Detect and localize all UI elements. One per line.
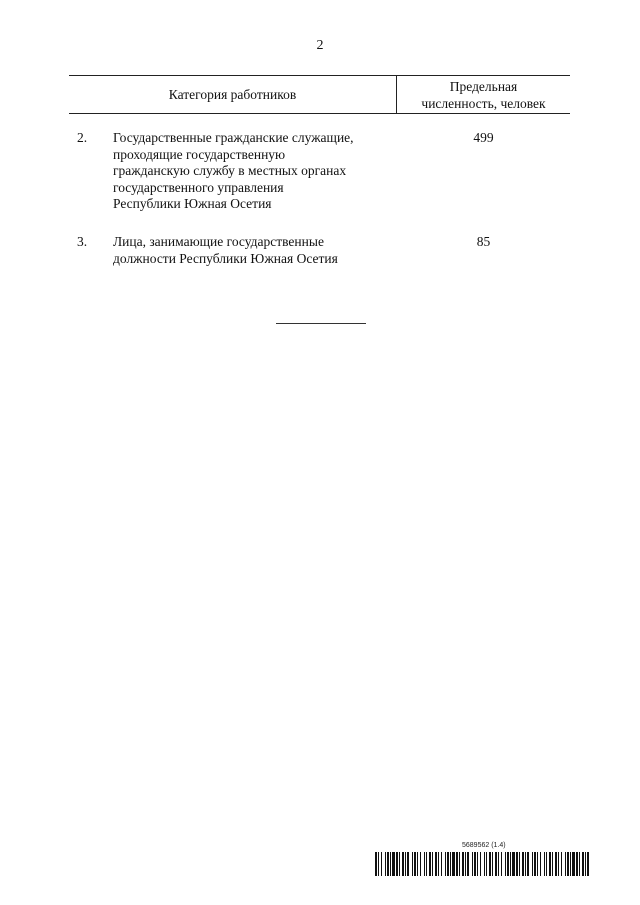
column-header-category: Категория работников (168, 87, 297, 102)
end-of-document-line (276, 323, 366, 324)
row-category-line: Государственные гражданские служащие, (113, 130, 354, 145)
row-limit-value: 499 (473, 130, 494, 145)
page-number: 2 (316, 38, 324, 53)
row-category-line: должности Республики Южная Осетия (113, 250, 338, 266)
row-category-line: гражданскую службу в местных органах (113, 163, 347, 178)
table-header (69, 75, 570, 114)
row-category-text (113, 234, 403, 267)
row-category-line: проходящие государственную (113, 146, 286, 162)
row-category-line: Лица, занимающие государственные (113, 234, 324, 249)
row-number: 2. (77, 130, 88, 145)
column-header-limit (397, 78, 570, 112)
barcode (375, 852, 591, 876)
row-category-line: Республики Южная Осетия (113, 196, 272, 211)
row-number: 3. (77, 234, 88, 249)
row-limit-value: 85 (476, 234, 491, 249)
column-header-limit-line-1: Предельная (449, 79, 518, 94)
row-category-text (113, 130, 403, 213)
barcode-label: 5689562 (1.4) (462, 842, 506, 849)
row-category-line: государственного управления (113, 179, 284, 195)
column-header-limit-line-2: численность, человек (421, 96, 546, 111)
